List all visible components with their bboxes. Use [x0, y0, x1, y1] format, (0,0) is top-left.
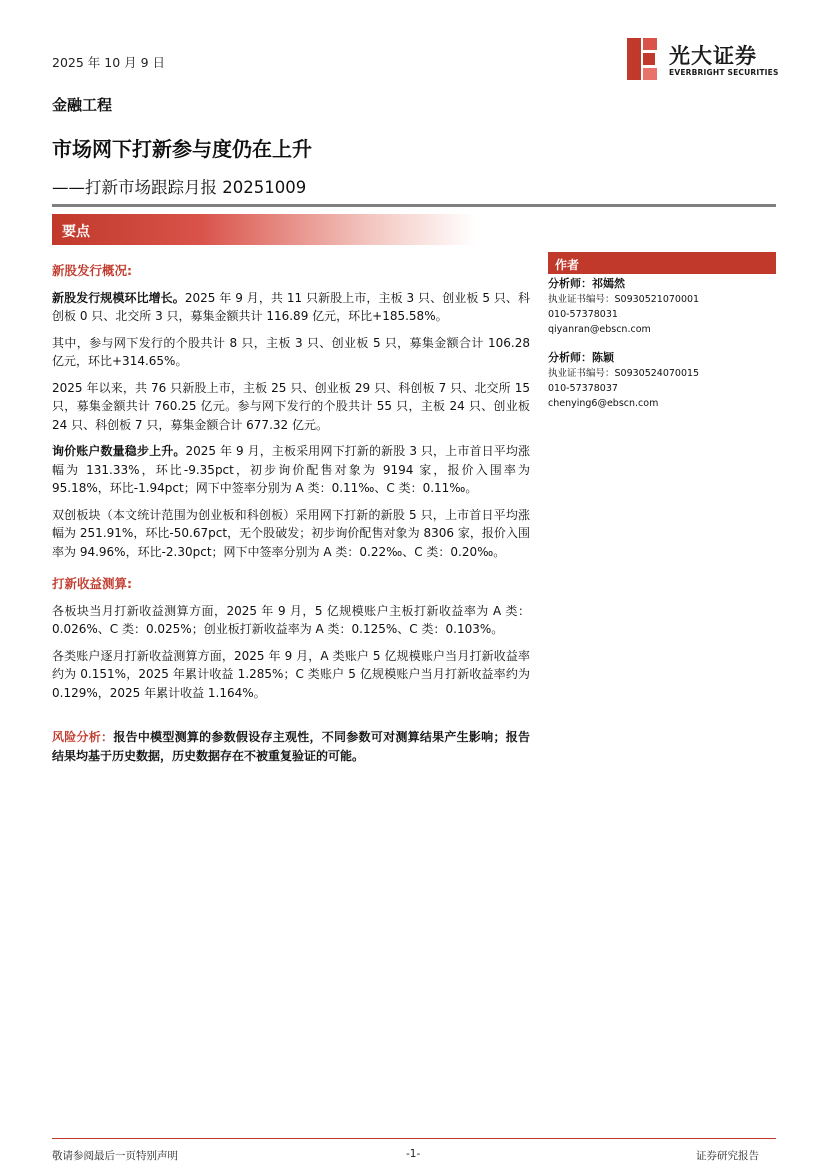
- risk-text: 报告中模型测算的参数假设存主观性，不同参数可对测算结果产生影响；报告结果均基于历史数据，历史数据存在不被重复验证的可能。: [52, 730, 530, 763]
- paragraph-ytd-issuance: 2025 年以来，共 76 只新股上市，主板 25 只、创业板 29 只、科创板 7 只、北交所 15 只，募集金额共计 760.25 亿元。参与网下发行的个股共计 55 只，主板 24 只、创业板 24 只、科创板 7 只，募集金额合计 677.32 亿元。: [52, 380, 530, 432]
- footer-divider: [52, 1138, 776, 1139]
- footer-disclaimer: 敬请参阅最后一页特别声明: [52, 1150, 178, 1162]
- keypoints-label: 要点: [62, 224, 90, 240]
- main-content: [52, 262, 530, 773]
- header-divider: [52, 204, 776, 207]
- paragraph-body: 2025 年 9 月，共 11 只新股上市，主板 3 只、创业板 5 只、科创板 0 只、北交所 3 只，募集金额共计 116.89 亿元，环比+185.58%。: [52, 290, 530, 323]
- logo-english-name: EVERBRIGHT SECURITIES: [669, 68, 779, 77]
- analyst-email[interactable]: chenying6@ebscn.com: [548, 398, 659, 409]
- analyst-cert: 执业证书编号：S0930524070015: [548, 368, 700, 379]
- paragraph-lead: 询价账户数量稳步上升。: [52, 444, 186, 458]
- risk-analysis: [52, 728, 530, 765]
- author-label: 作者: [555, 258, 580, 272]
- logo-chinese-name: 光大证券: [669, 44, 757, 68]
- report-subtitle: ——打新市场跟踪月报 20251009: [52, 178, 307, 197]
- analyst-name: 分析师：陈颖: [548, 351, 614, 364]
- report-title: 市场网下打新参与度仍在上升: [52, 137, 312, 161]
- author-banner: [548, 252, 776, 274]
- report-category: 金融工程: [52, 96, 113, 114]
- analyst-email[interactable]: qiyanran@ebscn.com: [548, 324, 651, 335]
- returns-heading: 打新收益测算:: [52, 576, 132, 591]
- analyst-phone: 010-57378031: [548, 309, 618, 320]
- paragraph-dual-innovation: 双创板块（本文统计范围为创业板和科创板）采用网下打新的新股 5 只，上市首日平均涨幅为 251.91%，环比-50.67pct，无个股破发；初步询价配售对象为 8306 家，报价入围率为 94.96%，环比-2.30pct；网下中签率分别为 A 类：0.22‰、C 类：0.20‰。: [52, 507, 530, 559]
- everbright-logo-icon: [627, 38, 659, 80]
- footer-report-type: 证券研究报告: [696, 1150, 759, 1162]
- brand-logo: [627, 38, 777, 82]
- paragraph-body: 2025 年 9 月，主板采用网下打新的新股 3 只，上市首日平均涨幅为 131.33%，环比-9.35pct，初步询价配售对象为 9194 家，报价入围率为 95.18%，环比-1.94pct；网下中签率分别为 A 类：0.11‰、C 类：0.11‰。: [52, 444, 530, 495]
- paragraph-issuance-scale: [52, 289, 530, 326]
- risk-label: 风险分析：: [52, 730, 114, 744]
- analyst-name: 分析师：祁嫣然: [548, 277, 625, 290]
- paragraph-offline-issuance: 其中，参与网下发行的个股共计 8 只，主板 3 只、创业板 5 只，募集金额合计 106.28 亿元，环比+314.65%。: [52, 335, 530, 368]
- keypoints-banner: [52, 214, 476, 245]
- analyst-card-2: [548, 350, 776, 411]
- analyst-card-1: [548, 276, 776, 337]
- page-number: -1-: [406, 1148, 421, 1160]
- paragraph-inquiry-accounts: [52, 442, 530, 498]
- analyst-phone: 010-57378037: [548, 383, 618, 394]
- paragraph-lead: 新股发行规模环比增长。: [52, 290, 185, 305]
- report-date: 2025 年 10 月 9 日: [52, 55, 166, 70]
- analyst-cert: 执业证书编号：S0930521070001: [548, 294, 700, 305]
- paragraph-board-returns: 各板块当月打新收益测算方面，2025 年 9 月，5 亿规模账户主板打新收益率为 A 类：0.026%、C 类：0.025%；创业板打新收益率为 A 类：0.125%、C 类：0.103%。: [52, 603, 530, 636]
- paragraph-account-returns: 各类账户逐月打新收益测算方面，2025 年 9 月，A 类账户 5 亿规模账户当月打新收益率约为 0.151%，2025 年累计收益 1.285%；C 类账户 5 亿规模账户当月打新收益率约为 0.129%，2025 年累计收益 1.164%。: [52, 648, 530, 700]
- issuance-heading: 新股发行概况:: [52, 263, 132, 278]
